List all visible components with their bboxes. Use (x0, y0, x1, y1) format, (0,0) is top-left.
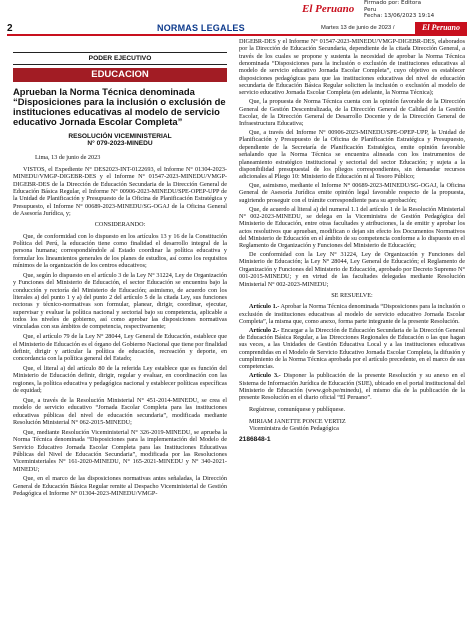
signature-logo: El Peruano (302, 3, 355, 15)
article-text: Aprobar la Norma Técnica denominada “Disposiciones para la inclusión o exclusión de instituciones educativas al modelo de servicio educativo Jornada Escolar Completa”, la misma que, como anexo, forma parte integrante de la presente Resolución. (239, 303, 465, 325)
continuation-paragraphs (239, 38, 465, 288)
publication-code: 2186848-1 (239, 435, 271, 443)
signature-line-1: Firmado por: Editora (364, 0, 422, 6)
article-paragraph (239, 327, 465, 371)
se-resuelve-heading: SE RESUELVE: (331, 291, 373, 299)
resolution-type: RESOLUCIÓN VICEMINISTERIAL (68, 132, 172, 140)
considerando-paragraph: Que, en el marco de las disposiciones normativas antes señaladas, la Dirección General de Educación Básica Regular remite al Despacho Viceministerial de Gestión Pedagógica el Informe N° 01304-2023-MINEDU/VMGP- (13, 475, 227, 498)
signer-name: MIRIAM JANETTE PONCE VERTIZ (249, 418, 346, 425)
body-paragraph: Que, a través del Informe N° 00906-2023-MINEDU/SPE-OPEP-UPP, la Unidad de Planificación y Presupuesto de la Oficina de Planificación Estratégica y Presupuesto, dependiente de la Secretaría de Planificación Estratégica, emite opinión favorable señalando que la Norma Técnica se encuentra alineada con los instrumentos de planeamiento estratégico institucional y sectorial del sector Educación; y sujeta a la disponibilidad presupuestal de los pliegos correspondientes, sin demandar recursos adicionales al Pliego 10: Ministerio de Educación ni al Tesoro Público; (239, 129, 465, 181)
body-paragraph: De conformidad con la Ley N° 31224, Ley de Organización y Funciones del Ministerio de Educación; la Ley N° 28044, Ley General de Educación; el Reglamento de Organización y Funciones del Ministerio de Educación, aprobado por Decreto Supremo N° 001-2015-MINEDU; y en virtud de las facultades delegadas mediante Resolución Ministerial N° 002-2023-MINEDU; (239, 251, 465, 288)
digital-signature-stamp (302, 0, 474, 20)
article-label: Artículo 1.- (249, 303, 280, 311)
considerando-paragraphs (13, 233, 227, 498)
article-paragraph (239, 372, 465, 401)
header-date: Martes 13 de junio de 2023 / (321, 25, 395, 31)
section-title: NORMAS LEGALES (157, 23, 245, 33)
article-text: Encargar a la Dirección de Educación Secundaria de la Dirección General de Educación Básica Regular, a las Direcciones Regionales de Educación o las que hagan sus veces, a las Unidades de Gestión Educativa Local y a las instituciones educativas comprendidas en el Modelo de Servicio Educativo Jornada Escolar Completa, la difusión y cumplimiento de la Norma Técnica aprobada por el artículo precedente, en el marco de sus competencias. (239, 326, 465, 371)
considerando-paragraph: Que, el artículo 79 de la Ley N° 28044, Ley General de Educación, establece que el Ministerio de Educación es el órgano del Gobierno Nacional que tiene por finalidad definir, dirigir y articular la política de educación, recreación y deporte, en concordancia con la política general del Estado; (13, 333, 227, 363)
article-label: Artículo 2.- (249, 326, 280, 334)
article-paragraph (239, 303, 465, 325)
el-peruano-logo: El Peruano (415, 22, 467, 34)
considerando-paragraph: Que, de conformidad con lo dispuesto en los artículos 13 y 16 de la Constitución Política del Perú, la educación tiene como finalidad el desarrollo integral de la persona humana; correspondiéndole al Estado coordinar la política educativa y formular los lineamientos generales de los planes de estudios, así como los requisitos mínimos de la organización de los centros educativos; (13, 232, 227, 270)
resolution-number (13, 133, 227, 148)
page-number: 2 (7, 23, 13, 34)
body-paragraph: Que, de acuerdo al literal a) del numeral 1.1 del artículo 1 de la Resolución Ministerial N° 002-2023-MINEDU, se delega en la Viceministra de Gestión Pedagógica del Ministerio de Educación, entre otras facultades y atribuciones, la de emitir y aprobar los actos resolutivos que aprueban, modifican o dejan sin efecto los Documentos Normativos del Ministerio de Educación en el ámbito de su competencia conforme a lo dispuesto en el Reglamento de Organización y Funciones del Ministerio de Educación; (239, 205, 465, 250)
considerando-paragraph: Que, el literal a) del artículo 80 de la referida Ley establece que es función del Ministerio de Educación definir, dirigir, regular y evaluar, en coordinación con las regiones, la política educativa y pedagógica nacional y establecer políticas específicas de equidad; (13, 365, 227, 395)
resolution-code: N° 079-2023-MINEDU (87, 140, 153, 148)
page-header (7, 22, 467, 36)
articles (239, 303, 465, 401)
body-paragraph: Que, asimismo, mediante el Informe N° 00689-2023-MINEDU/SG-OGAJ, la Oficina General de Asesoría Jurídica emite opinión legal favorable respecto de la propuesta, sugiriendo proseguir con el trámite correspondiente para su aprobación; (239, 182, 465, 204)
considerando-paragraph: Que, a través de la Resolución Ministerial N° 451-2014-MINEDU, se crea el modelo de servicio educativo “Jornada Escolar Completa para las instituciones educativas públicas del nivel de educación secundaria”, modificada mediante Resolución Ministerial N° 062-2015-MINEDU; (13, 397, 227, 427)
considerando-paragraph: Que, según lo dispuesto en el artículo 3 de la Ley N° 31224, Ley de Organización y Funciones del Ministerio de Educación, el sector Educación se encuentra bajo la conducción y rectoría del Ministerio de Educación; asimismo, de acuerdo con los literales a) del punto 1 y a) del punto 2 del artículo 5 de la citada Ley, sus funciones rectoras y técnico-normativas son formular, planear, dirigir, coordinar, ejecutar, supervisar y evaluar la política nacional y sectorial bajo su competencia, aplicable a todos los niveles de gobierno, así como aprobar las disposiciones normativas vinculadas con sus ámbitos de competencia, respectivamente; (13, 272, 227, 331)
signature-text (364, 0, 474, 20)
article-label: Artículo 3.- (249, 372, 281, 380)
vistos-paragraph: VISTOS, el Expediente N° DES2023-INT-0122693, el Informe N° 01304-2023-MINEDU/VMGP-DIGEBR-DES y el Informe N° 01547-2023-MINEDU/VMGP-DIGEBR-DES de la Dirección de Educación Secundaria de la Dirección General de Educación Básica Regular, el Informe N° 00906-2023-MINEDU/SPE-OPEP-UPP de la Unidad de Planificación y Presupuesto de la Oficina de Planificación Estratégica y Presupuesto, el Informe N° 00689-2023-MINEDU/SG-OGAJ de la Oficina General de Asesoría Jurídica, y; (13, 166, 227, 218)
place-date: Lima, 13 de junio de 2023 (35, 153, 101, 161)
considerando-paragraph: Que, mediante Resolución Viceministerial N° 326-2019-MINEDU, se aprueba la Norma Técnica denominada “Disposiciones para la implementación del Modelo de Servicio Educativo Jornada Escolar Completa para las Instituciones Educativas Públicas del Nivel de Educación Secundaria”, modificada por las Resoluciones Viceministeriales N° 161-2020-MINEDU, N° 165-2021-MINEDU y N° 340-2021-MINEDU; (13, 428, 227, 473)
sector-banner: EDUCACION (13, 68, 227, 81)
closing-formula: Regístrese, comuníquese y publíquese. (249, 405, 346, 413)
considerando-heading: CONSIDERANDO: (94, 221, 146, 229)
body-paragraph: Que, la propuesta de Norma Técnica cuenta con la opinión favorable de la Dirección General de Gestión Descentralizada, de la Dirección General de Calidad de la Gestión Escolar, de la Dirección General de Desarrollo Docente y de la Dirección General de Infraestructura Educativa; (239, 98, 465, 128)
body-paragraph: DIGEBR-DES y el Informe N° 01547-2023-MINEDU/VMGP-DIGEBR-DES, elaborados por la Dirección de Educación Secundaria, dependiente de la citada Dirección General, a través de los cuales se propone y sustenta la necesidad de aprobar la Norma Técnica denominada “Disposiciones para la inclusión o exclusión de instituciones educativas al modelo de servicio educativo Jornada Escolar Completa”, cuyo objetivo es establecer disposiciones pedagógicas para que las instituciones educativas del nivel de educación secundaria de Educación Básica Regular soliciten la inclusión o exclusión al modelo de servicio educativo Jornada Escolar Completa (en adelante, la Norma Técnica); (239, 38, 465, 97)
left-column (13, 40, 227, 630)
signature-line-3: Fecha: 13/06/2023 19:14 (364, 13, 435, 20)
article-text: Disponer la publicación de la presente Resolución y su anexo en el Sistema de Información Jurídica de Educación (SIJE), ubicado en el portal institucional del Ministerio de Educación (www.gob.pe/minedu), el mismo día de la publicación de la presente Resolución en el diario oficial “El Peruano”. (239, 372, 465, 402)
resolution-title: Aprueban la Norma Técnica denominada “Disposiciones para la inclusión o exclusión de instituciones educativas al modelo de servicio educativo Jornada Escolar Completa” (13, 85, 226, 128)
right-column (239, 38, 465, 628)
signature-block (239, 406, 465, 433)
signer-role: Viceministra de Gestión Pedagógica (249, 425, 339, 433)
signature-line-2: Peru (364, 6, 377, 13)
branch-banner: PODER EJECUTIVO (13, 52, 227, 65)
